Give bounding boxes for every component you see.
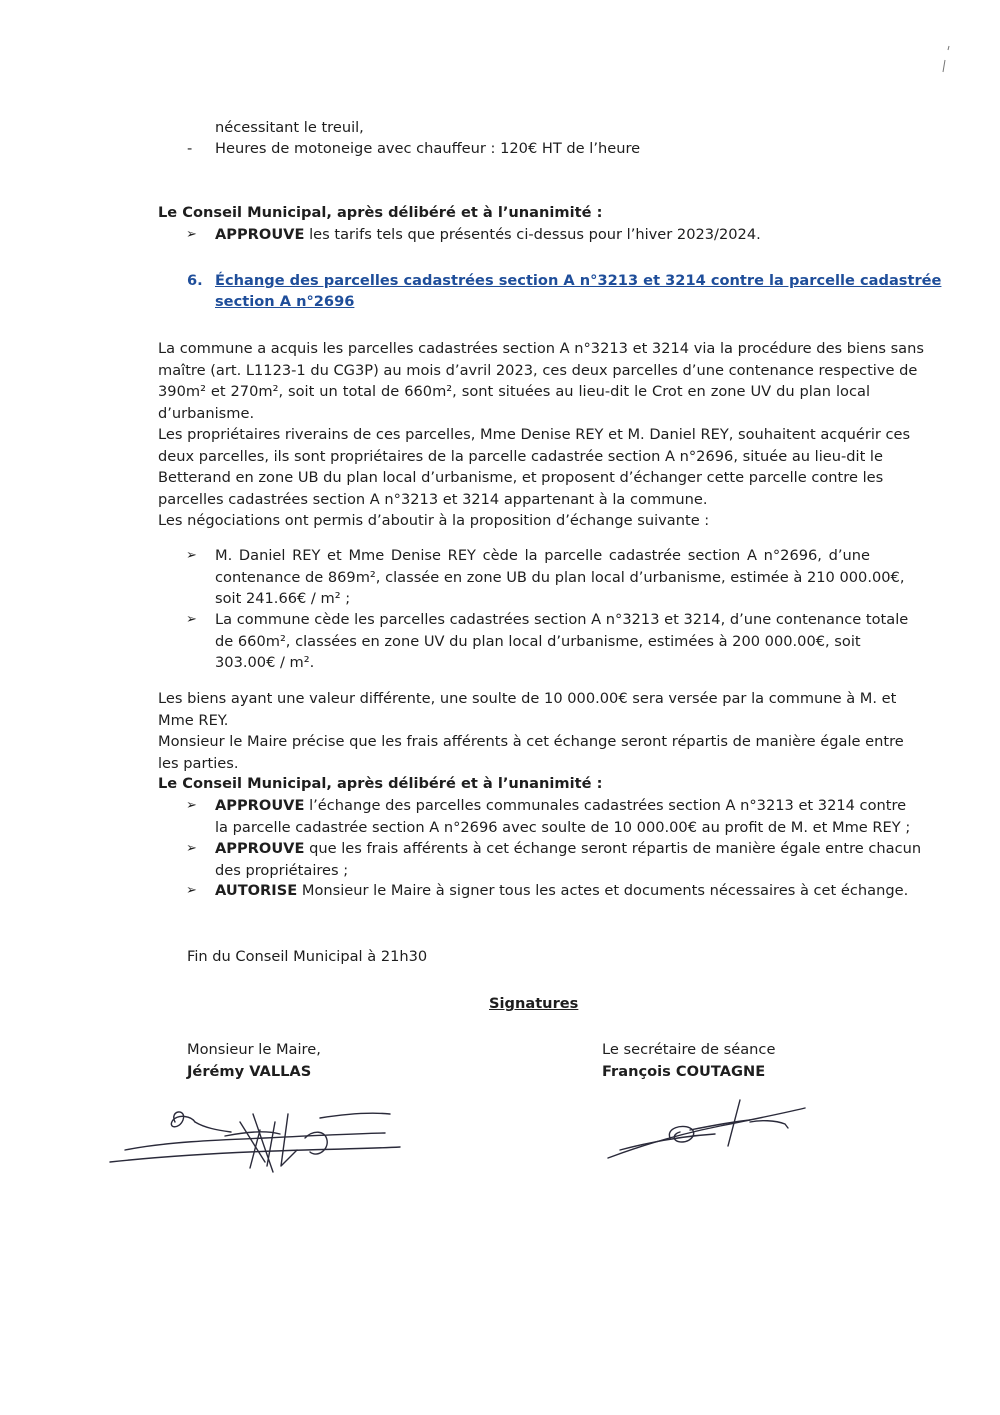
council-decision-heading: Le Conseil Municipal, après délibéré et à l’unanimité : (158, 204, 603, 221)
text-line: contenance de 869m², classée en zone UB du plan local d’urbanisme, estimée à 210 000.00€, (215, 568, 905, 586)
text-line: des propriétaires ; (215, 861, 349, 879)
approve-keyword: APPROUVE (215, 840, 305, 857)
council-decision-heading-2: Le Conseil Municipal, après délibéré et à l’unanimité : (158, 775, 603, 792)
text-line: 303.00€ / m². (215, 654, 315, 671)
text-line: les parties. (158, 754, 239, 772)
proposal-commune (215, 609, 909, 674)
text-line: Monsieur le Maire précise que les frais afférents à cet échange seront répartis de manière égale entre (158, 733, 904, 750)
intro-paragraph-1 (158, 338, 924, 424)
mayor-role: Monsieur le Maire, (187, 1041, 321, 1058)
decision-text: l’échange des parcelles communales cadastrées section A n°3213 et 3214 contre (304, 797, 907, 814)
text-line: soit 241.66€ / m² ; (215, 590, 351, 607)
mayor-name: Jérémy VALLAS (187, 1063, 312, 1080)
proposal-rey (215, 545, 905, 610)
text-line: d’urbanisme. (158, 404, 255, 422)
arrow-bullet-icon: ➢ (186, 841, 197, 856)
secretary-signature (600, 1090, 820, 1170)
text-line: Les propriétaires riverains de ces parcelles, Mme Denise REY et M. Daniel REY, souhaitent acquérir ces (158, 426, 911, 443)
section-title-line-2: section A n°2696 (215, 293, 355, 310)
text-line: parcelles cadastrées section A n°3213 et 3214 appartenant à la commune. (158, 490, 708, 508)
text-line: La commune a acquis les parcelles cadastrées section A n°3213 et 3214 via la procédure des biens sans (158, 340, 924, 357)
approve-keyword: APPROUVE (215, 797, 305, 814)
authorise-keyword: AUTORISE (215, 882, 298, 899)
signatures-title: Signatures (489, 995, 579, 1012)
text-line: la parcelle cadastrée section A n°2696 avec soulte de 10 000.00€ au profit de M. et Mme REY ; (215, 818, 911, 836)
secretary-role: Le secrétaire de séance (602, 1041, 776, 1058)
arrow-bullet-icon: ➢ (186, 548, 197, 563)
text-line: Les négociations ont permis d’aboutir à la proposition d’échange suivante : (158, 512, 710, 529)
text-line (215, 838, 922, 860)
arrow-bullet-icon: ➢ (186, 227, 197, 242)
text-line (215, 795, 907, 817)
section-title-line-1: Échange des parcelles cadastrées section A n°3213 et 3214 contre la parcelle cadastrée (215, 272, 942, 289)
arrow-bullet-icon: ➢ (186, 612, 197, 627)
arrow-bullet-icon: ➢ (186, 883, 197, 898)
text-line (215, 880, 909, 902)
text-line: de 660m², classées en zone UV du plan local d’urbanisme, estimées à 200 000.00€, soit (215, 632, 861, 650)
end-of-council: Fin du Conseil Municipal à 21h30 (187, 948, 428, 965)
list-item-snowmobile: Heures de motoneige avec chauffeur : 120€ HT de l’heure (215, 140, 641, 157)
decision-approve-exchange (215, 795, 911, 838)
scan-mark (935, 42, 955, 82)
decision-approve-fees (215, 838, 922, 881)
mayor-signature (105, 1100, 405, 1180)
decision-authorise (215, 880, 909, 902)
decision-text: que les frais afférents à cet échange seront répartis de manière égale entre chacun (304, 840, 922, 857)
text-line: deux parcelles, ils sont propriétaires de la parcelle cadastrée section A n°2696, située au lieu-dit le (158, 447, 883, 465)
text-line: M. Daniel REY et Mme Denise REY cède la parcelle cadastrée section A n°2696, d’une (215, 547, 870, 564)
decision-approve-tariffs (215, 224, 761, 246)
decision-text: Monsieur le Maire à signer tous les actes et documents nécessaires à cet échange. (297, 882, 909, 899)
approve-keyword: APPROUVE (215, 226, 305, 243)
arrow-bullet-icon: ➢ (186, 798, 197, 813)
list-dash: - (187, 140, 193, 157)
soulte-paragraph (158, 688, 904, 774)
text-line: Mme REY. (158, 711, 229, 729)
section-number: 6. (187, 272, 203, 289)
intro-paragraph-2 (158, 424, 911, 532)
text-line: Les biens ayant une valeur différente, une soulte de 10 000.00€ sera versée par la commune à M. et (158, 690, 897, 707)
secretary-name: François COUTAGNE (602, 1063, 766, 1080)
text-line: 390m² et 270m², soit un total de 660m², sont situées au lieu-dit le Crot en zone UV du plan local (158, 383, 870, 400)
text-line: La commune cède les parcelles cadastrées section A n°3213 et 3214, d’une contenance totale (215, 611, 909, 628)
text-line: maître (art. L1123-1 du CG3P) au mois d’avril 2023, ces deux parcelles d’une contenance respective de (158, 361, 918, 379)
list-continuation: nécessitant le treuil, (215, 119, 364, 136)
text-line: Betterand en zone UB du plan local d’urbanisme, et proposent d’échanger cette parcelle contre les (158, 469, 884, 486)
approve-text: les tarifs tels que présentés ci-dessus pour l’hiver 2023/2024. (304, 226, 761, 243)
